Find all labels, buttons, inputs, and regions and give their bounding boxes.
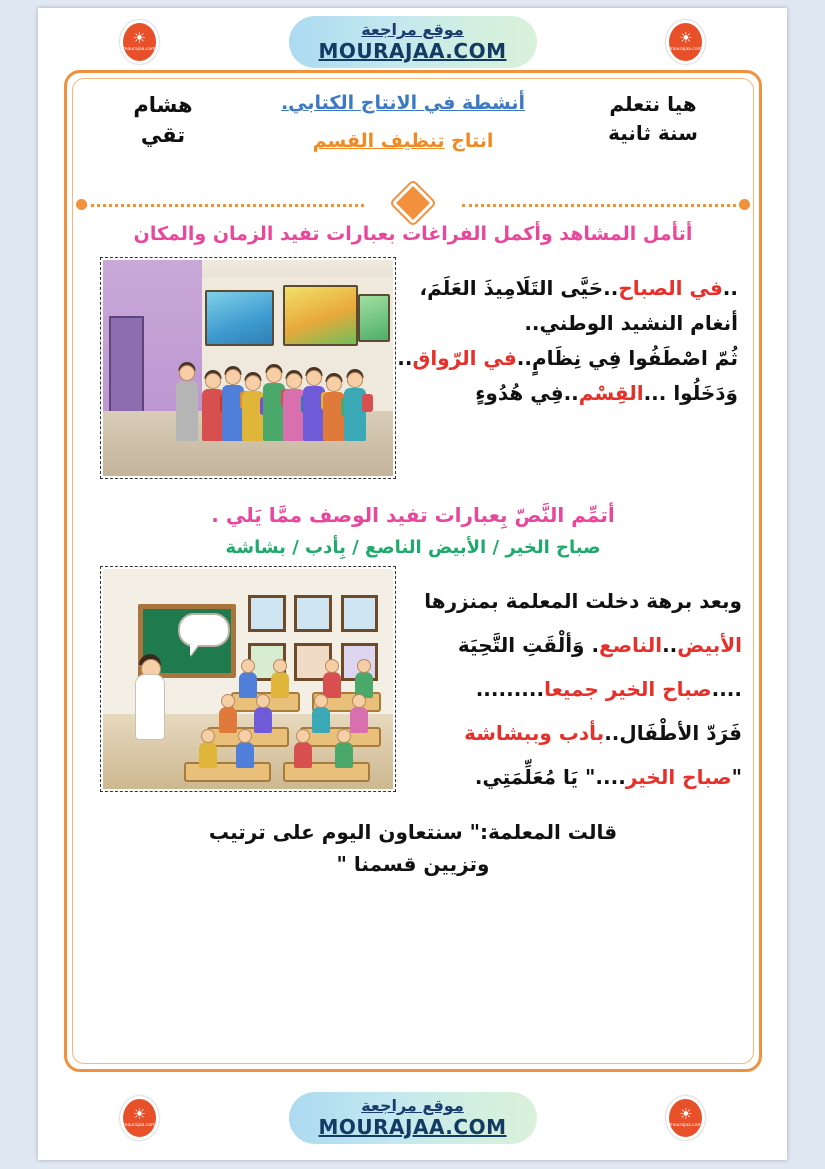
line-text: . وَألْقَتِ التَّحِيَة	[457, 632, 600, 657]
pupil	[344, 388, 366, 441]
pupil	[242, 391, 264, 441]
exercise2-wordbank: صباح الخير / الأبيض الناصع / بِأدب / بشاشة	[225, 536, 601, 558]
teacher-body	[135, 674, 165, 740]
illustration-corridor	[100, 257, 396, 479]
divider-line-right	[462, 204, 742, 207]
blank-dots: ..	[603, 275, 619, 300]
divider-diamond-icon	[392, 182, 434, 224]
pupil	[199, 742, 217, 768]
blank-dots: .........	[475, 676, 545, 701]
wall-picture	[248, 595, 286, 632]
exercise1-line	[398, 341, 738, 376]
line-text: فَرَدّ الأطْفَال	[619, 720, 742, 745]
student-answer: الأبيض	[677, 632, 742, 657]
logo-sub: mourajaa.com	[669, 1123, 702, 1129]
watermark-line1: موقع مراجعة	[361, 20, 464, 40]
pupil	[202, 389, 224, 441]
watermark-text	[319, 1097, 507, 1138]
wall-picture	[294, 595, 332, 632]
blank-dots: ..	[604, 720, 620, 745]
mourajaa-logo-icon	[666, 20, 704, 64]
pupil	[323, 392, 345, 441]
blank-dots: ....	[711, 676, 742, 701]
pupil	[219, 707, 237, 733]
pupil	[222, 385, 244, 441]
blank-dots: ..	[662, 632, 678, 657]
student-answer: صباح الخير جميعا	[544, 676, 712, 701]
mourajaa-logo-icon	[120, 1096, 158, 1140]
pupil	[283, 389, 305, 441]
student-answer: في الرّواق	[412, 345, 517, 370]
blank-dots: ....	[595, 764, 626, 789]
line-text: وَدَخَلُوا	[666, 380, 738, 405]
door	[109, 316, 144, 415]
header-right-line2: سنة ثانية	[608, 121, 698, 145]
logo-glyph: ☀	[678, 1105, 693, 1124]
line-text: حَيَّى التَلَامِيذَ العَلَمَ،	[419, 275, 604, 300]
watermark-line2: MOURAJAA.COM	[318, 1114, 507, 1139]
blank-dots: ..	[397, 345, 413, 370]
pupil	[303, 386, 325, 441]
mourajaa-logo-icon	[666, 1096, 704, 1140]
pupil	[263, 383, 285, 441]
student-answer: الناصع	[599, 632, 663, 657]
exercise1-lines	[398, 271, 738, 411]
page-subtitle	[243, 128, 563, 156]
exercise2-line	[390, 584, 742, 619]
logo-sub: mourajaa.com	[123, 1123, 156, 1129]
illustration-classroom	[100, 566, 396, 792]
exercise1-instruction: أتأمل المشاهد وأكمل الفراغات بعبارات تفيد الزمان والمكان	[133, 223, 693, 245]
mourajaa-logo-icon	[120, 20, 158, 64]
divider-dot-left	[76, 199, 87, 210]
desk	[184, 762, 271, 782]
worksheet-content	[78, 220, 748, 880]
header-center	[243, 90, 563, 155]
line-text: أنغام النشيد الوطني..	[524, 310, 738, 335]
exercise1-line	[398, 271, 738, 306]
blank-dots: ...	[643, 380, 667, 405]
pupil	[294, 742, 312, 768]
author-last-name: تقي	[140, 123, 186, 148]
logo-glyph: ☀	[132, 1105, 147, 1124]
watermark-line2: MOURAJAA.COM	[318, 38, 507, 63]
pupil	[271, 672, 289, 698]
line-text: " يَا مُعَلِّمَتِي.	[474, 764, 596, 789]
pupil	[350, 707, 368, 733]
illustration-corridor-art	[103, 260, 393, 476]
author-first-name: هشام	[133, 93, 193, 117]
section-divider	[76, 188, 750, 222]
wall-poster	[205, 290, 275, 346]
pupil	[176, 381, 198, 441]
exercise2-line	[390, 760, 742, 795]
watermark-text	[319, 21, 507, 62]
line-text: وبعد برهة دخلت المعلمة بمنزرها	[424, 588, 742, 613]
exercise1-block	[78, 255, 748, 487]
worksheet-header	[72, 80, 754, 172]
blank-dots: ..	[516, 345, 532, 370]
pupil	[236, 742, 254, 768]
watermark-top	[123, 14, 702, 70]
wall-picture	[341, 595, 379, 632]
watermark-line1: موقع مراجعة	[361, 1096, 464, 1116]
logo-glyph: ☀	[678, 29, 693, 48]
exercise1-line	[398, 376, 738, 411]
student-answer: صباح الخير	[625, 764, 732, 789]
exercise2-instruction: أتمِّم النَّصّ بِعبارات تفيد الوصف ممَّا يَلي .	[211, 502, 615, 527]
pupil	[335, 742, 353, 768]
page-title: أنشطة في الانتاج الكتابي.	[280, 92, 526, 114]
logo-sub: mourajaa.com	[669, 47, 702, 53]
exercise2-block	[78, 566, 748, 802]
speech-bubble	[178, 613, 230, 647]
header-right-line1: هيا نتعلم	[609, 92, 697, 116]
line-text: ثُمّ اصْطَفُوا فِي نِظَامٍ	[531, 345, 738, 370]
pupil	[239, 672, 257, 698]
student-answer: بأدب وببشاشة	[464, 720, 605, 745]
wall-poster	[358, 294, 390, 342]
illustration-classroom-art	[103, 569, 393, 789]
closing-line1: قالت المعلمة:" سنتعاون اليوم على ترتيب	[208, 819, 618, 844]
header-right	[568, 90, 738, 148]
exercise2-line	[390, 628, 742, 663]
divider-line-left	[84, 204, 364, 207]
line-text: فِي هُدُوءٍ	[475, 380, 564, 405]
logo-sub: mourajaa.com	[123, 47, 156, 53]
exercise2-line	[390, 716, 742, 751]
exercise2-closing	[78, 816, 748, 880]
subtitle-prefix: انتاج	[444, 129, 494, 152]
worksheet-page	[38, 8, 787, 1160]
exercise2-lines	[390, 584, 742, 804]
exercise2-line	[390, 672, 742, 707]
blank-dots: ..	[722, 275, 738, 300]
student-answer: في الصباح	[618, 275, 723, 300]
wall-poster	[283, 285, 358, 345]
closing-line2: وتزيين قسمنا "	[336, 851, 490, 876]
pupil	[323, 672, 341, 698]
exercise1-line	[398, 306, 738, 341]
blank-dots: ..	[563, 380, 579, 405]
pupil	[312, 707, 330, 733]
pupil	[254, 707, 272, 733]
header-left	[88, 90, 238, 151]
logo-glyph: ☀	[132, 29, 147, 48]
subtitle-topic: تنظيف القسم	[312, 129, 445, 152]
watermark-bottom	[123, 1090, 702, 1146]
line-text: "	[731, 764, 742, 789]
student-answer: القِسْم	[578, 380, 644, 405]
